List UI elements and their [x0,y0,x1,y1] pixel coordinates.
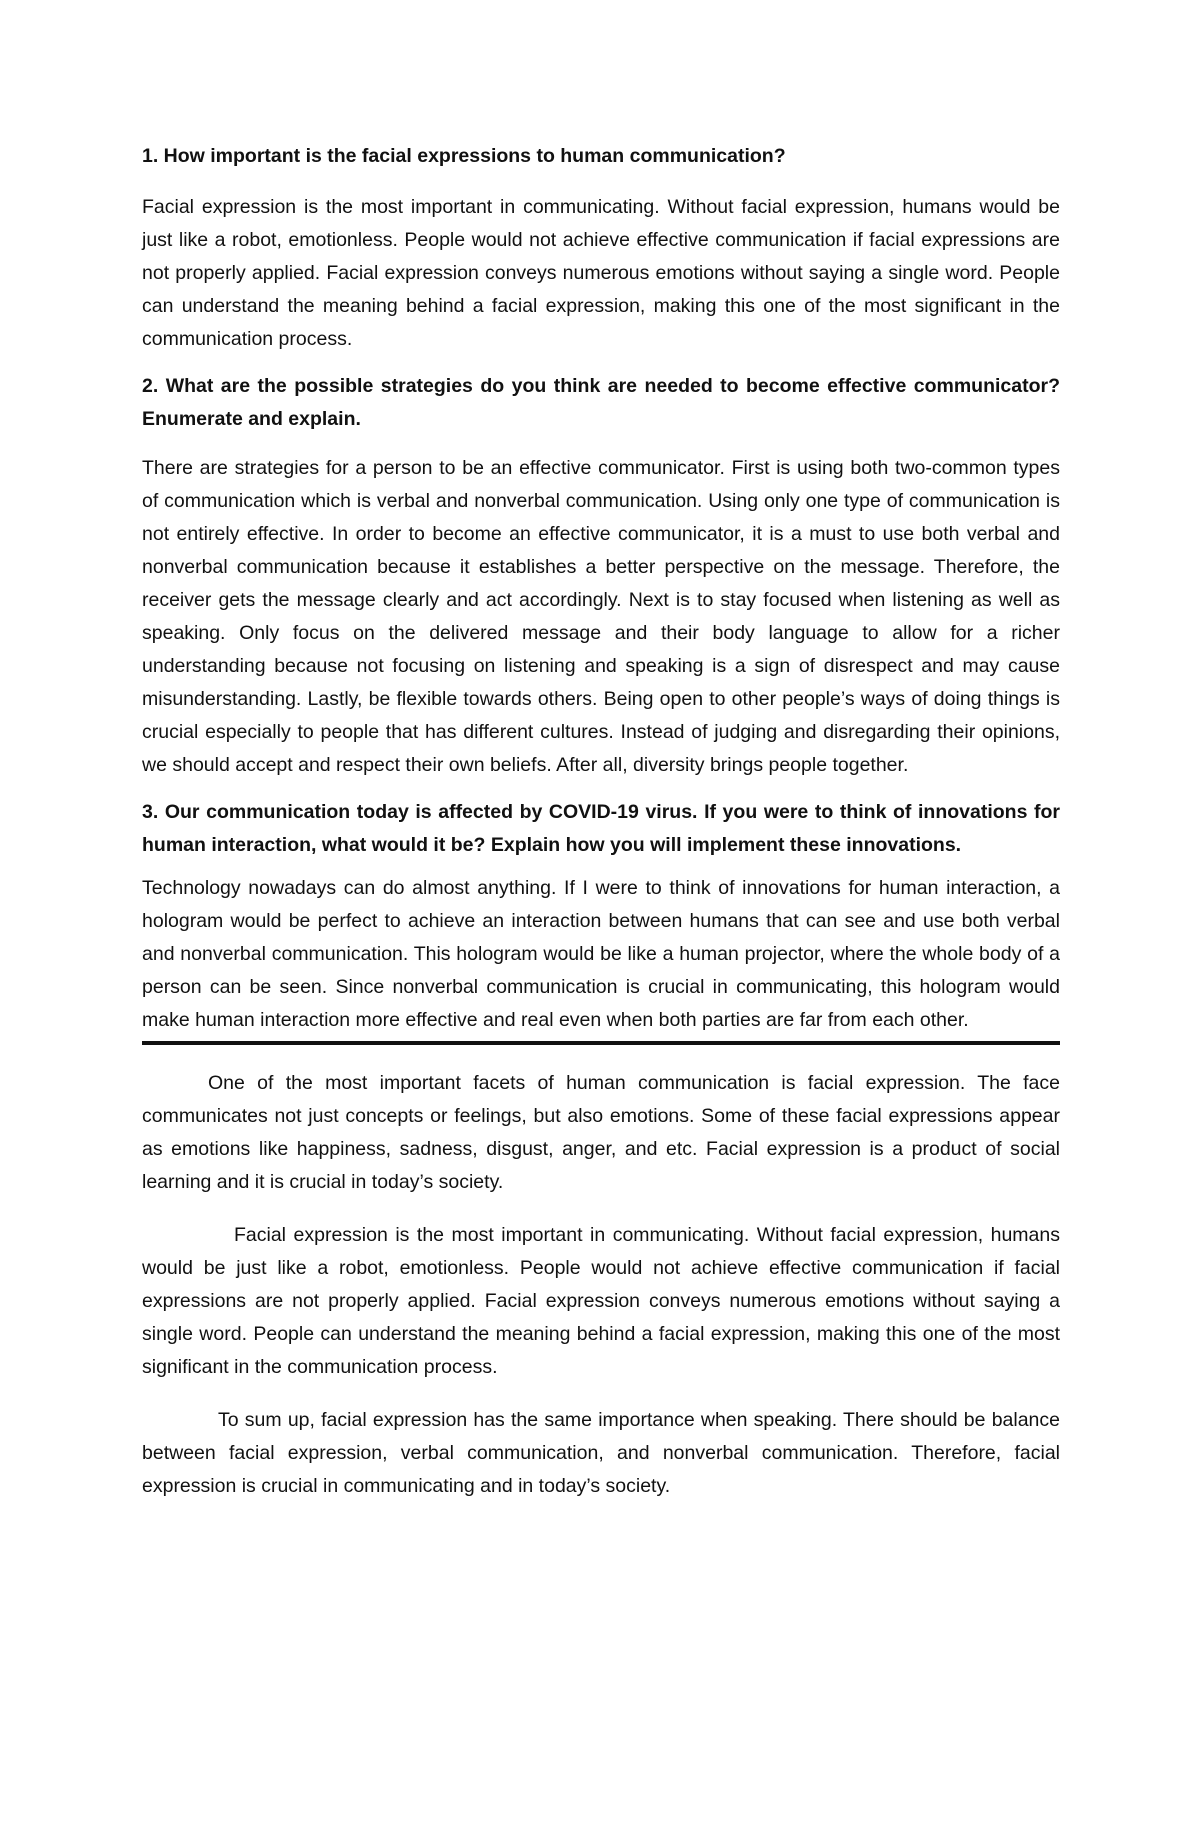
essay-paragraph-1: One of the most important facets of human communication is facial expression. The face communicates not just concepts or feelings, but also emotions. Some of these facial expressions appear as emotions like happiness, sadness, disgust, anger, and etc. Facial expression is a product of social learning and it is crucial in today’s society. [142,1072,1060,1193]
question-2: 2. What are the possible strategies do you think are needed to become effective communicator? Enumerate and explain. [142,375,1060,430]
document-page [142,140,1060,1503]
essay-paragraph-2: Facial expression is the most important in communicating. Without facial expression, humans would be just like a robot, emotionless. People would not achieve effective communication if facial expressions are not properly applied. Facial expression conveys numerous emotions without saying a single word. People can understand the meaning behind a facial expression, making this one of the most significant in the communication process. [142,1224,1060,1378]
essay-paragraph-3: To sum up, facial expression has the same importance when speaking. There should be balance between facial expression, verbal communication, and nonverbal communication. Therefore, facial expression is crucial in communicating and in today’s society. [142,1409,1060,1497]
answer-3: Technology nowadays can do almost anything. If I were to think of innovations for human interaction, a hologram would be perfect to achieve an interaction between humans that can see and use both verbal and nonverbal communication. This hologram would be like a human projector, where the whole body of a person can be seen. Since nonverbal communication is crucial in communicating, this hologram would make human interaction more effective and real even when both parties are far from each other. [142,877,1060,1031]
section-divider [142,1041,1060,1045]
answer-2: There are strategies for a person to be an effective communicator. First is using both two-common types of communication which is verbal and nonverbal communication. Using only one type of communication is not entirely effective. In order to become an effective communicator, it is a must to use both verbal and nonverbal communication because it establishes a better perspective on the message. Therefore, the receiver gets the message clearly and act accordingly. Next is to stay focused when listening as well as speaking. Only focus on the delivered message and their body language to allow for a richer understanding because not focusing on listening and speaking is a sign of disrespect and may cause misunderstanding. Lastly, be flexible towards others. Being open to other people’s ways of doing things is crucial especially to people that has different cultures. Instead of judging and disregarding their opinions, we should accept and respect their own beliefs. After all, diversity brings people together. [142,457,1060,776]
question-3: 3. Our communication today is affected by COVID-19 virus. If you were to think of innovations for human interaction, what would it be? Explain how you will implement these innovations. [142,801,1060,856]
question-1: 1. How important is the facial expressions to human communication? [142,145,786,167]
answer-1: Facial expression is the most important in communicating. Without facial expression, humans would be just like a robot, emotionless. People would not achieve effective communication if facial expressions are not properly applied. Facial expression conveys numerous emotions without saying a single word. People can understand the meaning behind a facial expression, making this one of the most significant in the communication process. [142,196,1060,350]
